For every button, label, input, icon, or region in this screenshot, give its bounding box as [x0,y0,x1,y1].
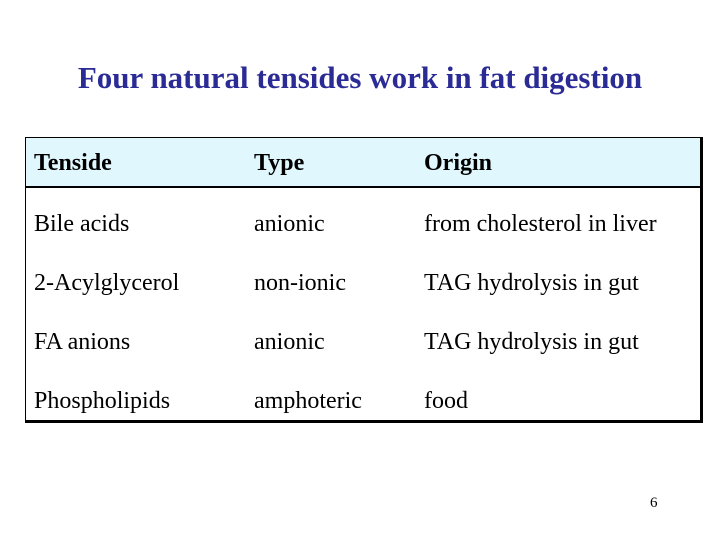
cell-type: amphoteric [254,387,362,414]
slide-title: Four natural tensides work in fat digestion [77,60,643,95]
tensides-table [25,137,703,423]
cell-origin: food [424,387,468,414]
cell-type: anionic [254,328,325,355]
cell-origin: from cholesterol in liver [424,210,657,237]
cell-tenside: Phospholipids [34,387,171,414]
header-origin: Origin [424,149,493,176]
table-row [26,195,700,253]
header-type: Type [254,149,305,176]
table-row [26,313,700,371]
cell-origin: TAG hydrolysis in gut [424,328,639,355]
cell-tenside: 2-Acylglycerol [34,269,180,296]
cell-type: anionic [254,210,325,237]
header-tenside: Tenside [34,149,112,176]
cell-type: non-ionic [254,269,346,296]
table-header-row [26,138,700,188]
page-number: 6 [650,495,658,511]
table-row [26,372,700,430]
table-row [26,254,700,312]
cell-tenside: FA anions [34,328,131,355]
cell-tenside: Bile acids [34,210,130,237]
cell-origin: TAG hydrolysis in gut [424,269,639,296]
